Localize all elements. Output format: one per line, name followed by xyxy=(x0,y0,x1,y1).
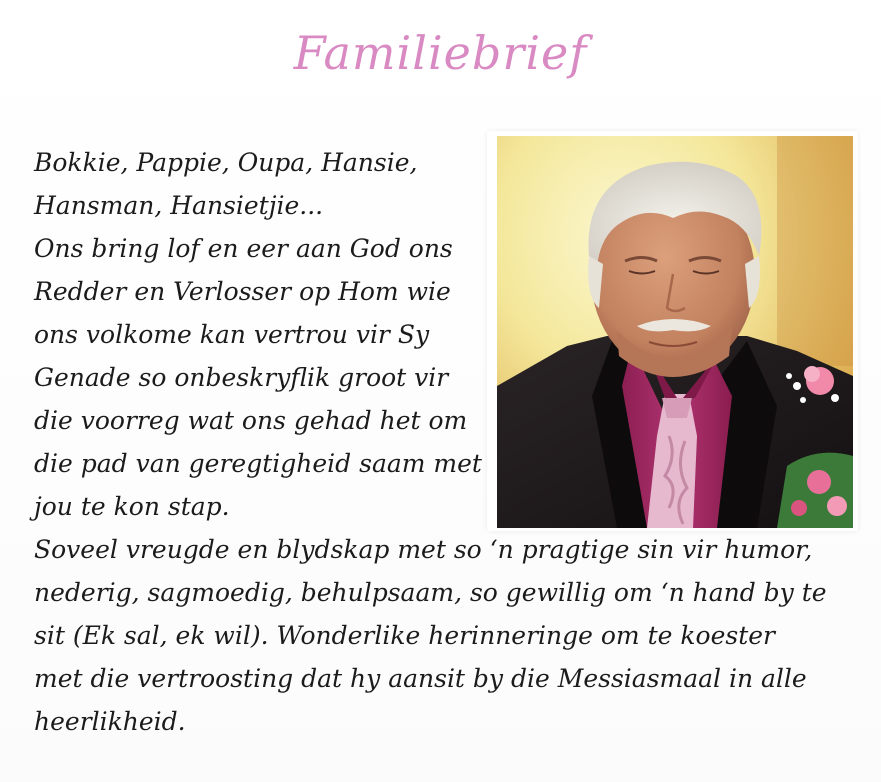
letter-line: Ons bring lof en eer aan God ons xyxy=(34,234,453,263)
portrait-photo-icon xyxy=(497,136,853,528)
letter-line: die pad van geregtigheid saam met xyxy=(34,449,482,478)
letter-line: Hansman, Hansietjie... xyxy=(34,191,324,220)
letter-line: ons volkome kan vertrou vir Sy xyxy=(34,320,430,349)
page-title: Familiebrief xyxy=(293,26,588,80)
portrait-photo xyxy=(497,136,853,528)
letter-line: Redder en Verlosser op Hom wie xyxy=(34,277,451,306)
letter-line: Bokkie, Pappie, Oupa, Hansie, xyxy=(34,148,418,177)
letter-line: Genade so onbeskryflik groot vir xyxy=(34,363,449,392)
letter-line: sit (Ek sal, ek wil). Wonderlike herinneringe om te koester xyxy=(34,621,775,650)
letter-line: heerlikheid. xyxy=(34,707,186,736)
letter-line: die voorreg wat ons gehad het om xyxy=(34,406,468,435)
letter-line: jou te kon stap. xyxy=(34,492,230,521)
letter-line: met die vertroosting dat hy aansit by die Messiasmaal in alle xyxy=(34,664,807,693)
letter-line: Soveel vreugde en blydskap met so ‘n pragtige sin vir humor, xyxy=(34,535,813,564)
letter-line: nederig, sagmoedig, behulpsaam, so gewillig om ‘n hand by te xyxy=(34,578,827,607)
